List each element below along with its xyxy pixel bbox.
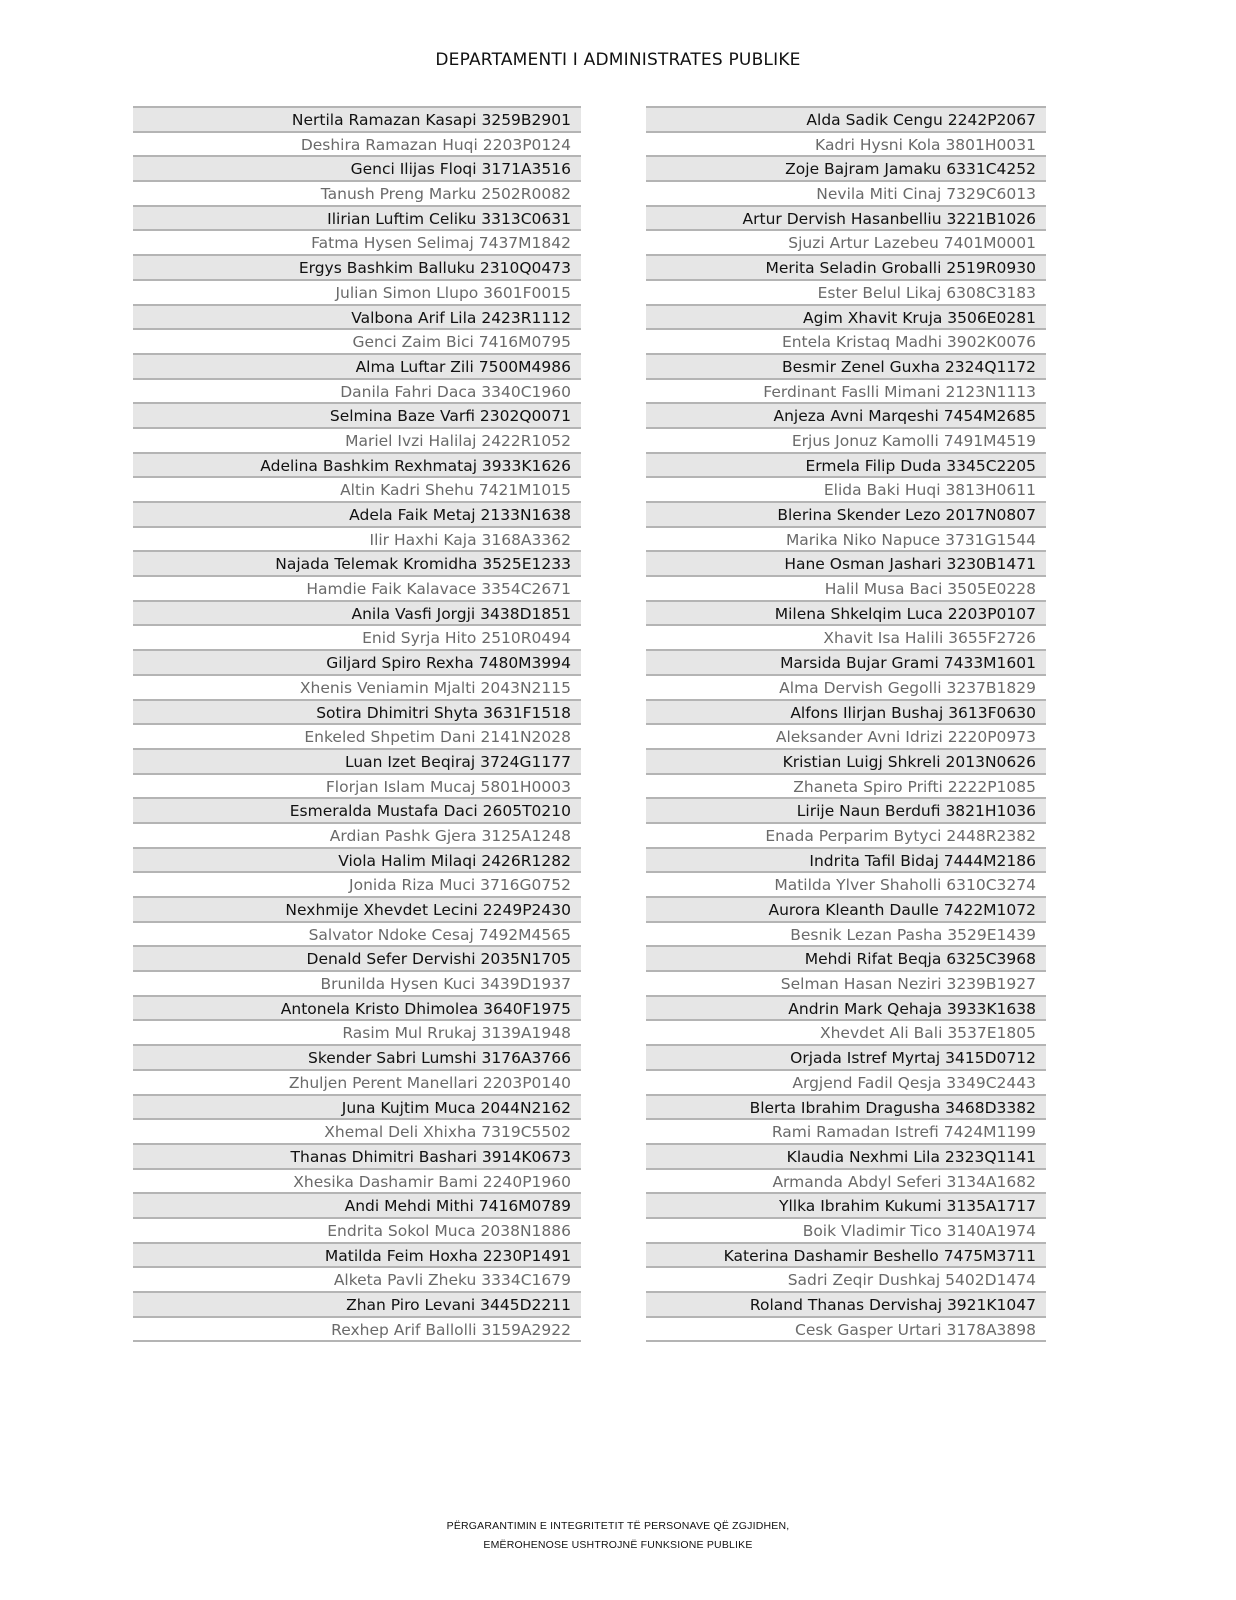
list-row: Sjuzi Artur Lazebeu 7401M0001 [646,229,1046,254]
list-row: Merita Seladin Groballi 2519R0930 [646,254,1046,279]
page-title: DEPARTAMENTI I ADMINISTRATES PUBLIKE [435,50,801,70]
list-row: Juna Kujtim Muca 2044N2162 [133,1094,581,1119]
list-row: Nexhmije Xhevdet Lecini 2249P2430 [133,896,581,921]
list-row: Hamdie Faik Kalavace 3354C2671 [133,575,581,600]
list-row: Erjus Jonuz Kamolli 7491M4519 [646,427,1046,452]
list-row: Ardian Pashk Gjera 3125A1248 [133,822,581,847]
list-row: Nevila Miti Cinaj 7329C6013 [646,180,1046,205]
list-row: Halil Musa Baci 3505E0228 [646,575,1046,600]
list-row: Alma Luftar Zili 7500M4986 [133,353,581,378]
list-row: Ilir Haxhi Kaja 3168A3362 [133,526,581,551]
list-row: Viola Halim Milaqi 2426R1282 [133,847,581,872]
list-row: Marika Niko Napuce 3731G1544 [646,526,1046,551]
list-row: Adelina Bashkim Rexhmataj 3933K1626 [133,452,581,477]
list-row: Blerina Skender Lezo 2017N0807 [646,501,1046,526]
list-row: Deshira Ramazan Huqi 2203P0124 [133,131,581,156]
list-row: Mehdi Rifat Beqja 6325C3968 [646,945,1046,970]
list-row: Marsida Bujar Grami 7433M1601 [646,649,1046,674]
list-row: Endrita Sokol Muca 2038N1886 [133,1217,581,1242]
name-list-left [133,106,581,1342]
list-row: Julian Simon Llupo 3601F0015 [133,279,581,304]
list-row: Luan Izet Beqiraj 3724G1177 [133,748,581,773]
list-row: Esmeralda Mustafa Daci 2605T0210 [133,797,581,822]
list-row: Katerina Dashamir Beshello 7475M3711 [646,1242,1046,1267]
list-row: Nertila Ramazan Kasapi 3259B2901 [133,106,581,131]
list-row: Yllka Ibrahim Kukumi 3135A1717 [646,1192,1046,1217]
list-row: Zhaneta Spiro Prifti 2222P1085 [646,773,1046,798]
list-row: Ester Belul Likaj 6308C3183 [646,279,1046,304]
list-row: Klaudia Nexhmi Lila 2323Q1141 [646,1143,1046,1168]
list-row: Lirije Naun Berdufi 3821H1036 [646,797,1046,822]
list-row: Zhan Piro Levani 3445D2211 [133,1291,581,1316]
list-row: Antonela Kristo Dhimolea 3640F1975 [133,995,581,1020]
list-row: Florjan Islam Mucaj 5801H0003 [133,773,581,798]
list-row: Zhuljen Perent Manellari 2203P0140 [133,1069,581,1094]
list-row: Anjeza Avni Marqeshi 7454M2685 [646,402,1046,427]
list-row: Rami Ramadan Istrefi 7424M1199 [646,1118,1046,1143]
footer-line-2: EMËROHENOSE USHTROJNË FUNKSIONE PUBLIKE [483,1539,753,1551]
list-row: Entela Kristaq Madhi 3902K0076 [646,328,1046,353]
list-row: Enid Syrja Hito 2510R0494 [133,624,581,649]
list-row: Enkeled Shpetim Dani 2141N2028 [133,723,581,748]
list-row: Artur Dervish Hasanbelliu 3221B1026 [646,205,1046,230]
list-row: Thanas Dhimitri Bashari 3914K0673 [133,1143,581,1168]
list-row: Xhemal Deli Xhixha 7319C5502 [133,1118,581,1143]
list-row: Anila Vasfi Jorgji 3438D1851 [133,600,581,625]
list-row: Alfons Ilirjan Bushaj 3613F0630 [646,699,1046,724]
list-row: Valbona Arif Lila 2423R1112 [133,304,581,329]
list-row: Armanda Abdyl Seferi 3134A1682 [646,1168,1046,1193]
list-row: Fatma Hysen Selimaj 7437M1842 [133,229,581,254]
list-row: Rasim Mul Rrukaj 3139A1948 [133,1019,581,1044]
list-row: Andrin Mark Qehaja 3933K1638 [646,995,1046,1020]
list-row: Hane Osman Jashari 3230B1471 [646,550,1046,575]
list-row: Tanush Preng Marku 2502R0082 [133,180,581,205]
list-row: Brunilda Hysen Kuci 3439D1937 [133,970,581,995]
list-row: Ergys Bashkim Balluku 2310Q0473 [133,254,581,279]
list-row: Selman Hasan Neziri 3239B1927 [646,970,1046,995]
list-row: Ermela Filip Duda 3345C2205 [646,452,1046,477]
list-row: Xhavit Isa Halili 3655F2726 [646,624,1046,649]
list-row: Elida Baki Huqi 3813H0611 [646,476,1046,501]
list-row: Kristian Luigj Shkreli 2013N0626 [646,748,1046,773]
list-row: Skender Sabri Lumshi 3176A3766 [133,1044,581,1069]
list-row: Roland Thanas Dervishaj 3921K1047 [646,1291,1046,1316]
list-row: Orjada Istref Myrtaj 3415D0712 [646,1044,1046,1069]
name-list-right [646,106,1046,1342]
list-row: Matilda Ylver Shaholli 6310C3274 [646,871,1046,896]
list-row: Sadri Zeqir Dushkaj 5402D1474 [646,1266,1046,1291]
list-row: Sotira Dhimitri Shyta 3631F1518 [133,699,581,724]
list-row: Jonida Riza Muci 3716G0752 [133,871,581,896]
list-end-rule [646,1340,1046,1342]
list-row: Alda Sadik Cengu 2242P2067 [646,106,1046,131]
list-row: Andi Mehdi Mithi 7416M0789 [133,1192,581,1217]
list-row: Rexhep Arif Ballolli 3159A2922 [133,1316,581,1341]
list-row: Alketa Pavli Zheku 3334C1679 [133,1266,581,1291]
list-row: Altin Kadri Shehu 7421M1015 [133,476,581,501]
list-row: Danila Fahri Daca 3340C1960 [133,378,581,403]
list-row: Najada Telemak Kromidha 3525E1233 [133,550,581,575]
list-row: Xhevdet Ali Bali 3537E1805 [646,1019,1046,1044]
list-row: Aurora Kleanth Daulle 7422M1072 [646,896,1046,921]
list-row: Aleksander Avni Idrizi 2220P0973 [646,723,1046,748]
list-row: Indrita Tafil Bidaj 7444M2186 [646,847,1046,872]
list-row: Besmir Zenel Guxha 2324Q1172 [646,353,1046,378]
footer-line-1: PËRGARANTIMIN E INTEGRITETIT TË PERSONAVE QË ZGJIDHEN, [446,1520,790,1532]
list-row: Salvator Ndoke Cesaj 7492M4565 [133,921,581,946]
list-row: Denald Sefer Dervishi 2035N1705 [133,945,581,970]
list-row: Giljard Spiro Rexha 7480M3994 [133,649,581,674]
list-row: Kadri Hysni Kola 3801H0031 [646,131,1046,156]
list-row: Argjend Fadil Qesja 3349C2443 [646,1069,1046,1094]
list-row: Cesk Gasper Urtari 3178A3898 [646,1316,1046,1341]
list-row: Mariel Ivzi Halilaj 2422R1052 [133,427,581,452]
list-row: Besnik Lezan Pasha 3529E1439 [646,921,1046,946]
list-row: Genci Ilijas Floqi 3171A3516 [133,155,581,180]
list-row: Enada Perparim Bytyci 2448R2382 [646,822,1046,847]
list-row: Adela Faik Metaj 2133N1638 [133,501,581,526]
list-row: Xhenis Veniamin Mjalti 2043N2115 [133,674,581,699]
list-row: Alma Dervish Gegolli 3237B1829 [646,674,1046,699]
list-row: Blerta Ibrahim Dragusha 3468D3382 [646,1094,1046,1119]
list-row: Boik Vladimir Tico 3140A1974 [646,1217,1046,1242]
list-row: Selmina Baze Varfi 2302Q0071 [133,402,581,427]
list-row: Ferdinant Faslli Mimani 2123N1113 [646,378,1046,403]
list-row: Matilda Feim Hoxha 2230P1491 [133,1242,581,1267]
list-row: Genci Zaim Bici 7416M0795 [133,328,581,353]
list-row: Xhesika Dashamir Bami 2240P1960 [133,1168,581,1193]
list-row: Zoje Bajram Jamaku 6331C4252 [646,155,1046,180]
list-end-rule [133,1340,581,1342]
list-row: Ilirian Luftim Celiku 3313C0631 [133,205,581,230]
list-row: Milena Shkelqim Luca 2203P0107 [646,600,1046,625]
page-footer [0,1517,1236,1555]
list-row: Agim Xhavit Kruja 3506E0281 [646,304,1046,329]
